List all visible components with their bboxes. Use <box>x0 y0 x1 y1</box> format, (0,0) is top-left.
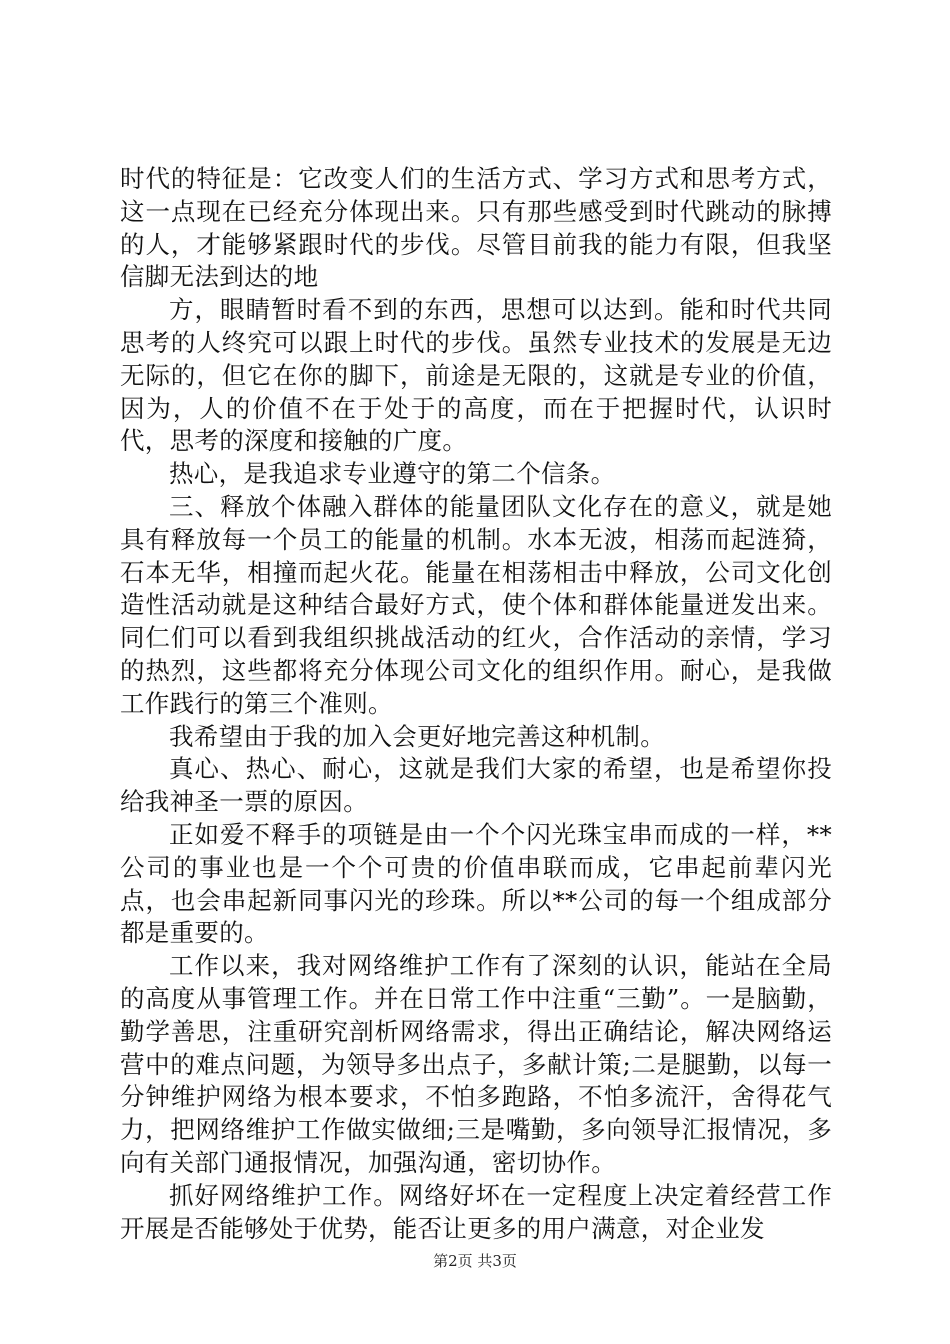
document-body <box>120 163 832 1245</box>
paragraph-4: 三、释放个体融入群体的能量团队文化存在的意义，就是她具有释放每一个员工的能量的机制。水本无波，相荡而起涟猗，石本无华，相撞而起火花。能量在相荡相击中释放，公司文化创造性活动就是这种结合最好方式，使个体和群体能量迸发出来。同仁们可以看到我组织挑战活动的红火，合作活动的亲情，学习的热烈，这些都将充分体现公司文化的组织作用。耐心，是我做工作践行的第三个准则。 <box>120 491 832 718</box>
paragraph-6: 真心、热心、耐心，这就是我们大家的希望，也是希望你投给我神圣一票的原因。 <box>120 754 832 817</box>
paragraph-1: 时代的特征是：它改变人们的生活方式、学习方式和思考方式，这一点现在已经充分体现出来。只有那些感受到时代跳动的脉搏的人，才能够紧跟时代的步伐。尽管目前我的能力有限，但我坚信脚无法到达的地 <box>120 164 832 292</box>
paragraph-5: 我希望由于我的加入会更好地完善这种机制。 <box>169 721 665 751</box>
paragraph-8: 工作以来，我对网络维护工作有了深刻的认识，能站在全局的高度从事管理工作。并在日常工作中注重“三勤”。一是脑勤，勤学善思，注重研究剖析网络需求，得出正确结论，解决网络运营中的难点问题，为领导多出点子，多献计策;二是腿勤，以每一分钟维护网络为根本要求，不怕多跑路，不怕多流汗，舍得花气力，把网络维护工作做实做细;三是嘴勤，多向领导汇报情况，多向有关部门通报情况，加强沟通，密切协作。 <box>120 951 832 1177</box>
paragraph-2: 方，眼睛暂时看不到的东西，思想可以达到。能和时代共同思考的人终究可以跟上时代的步伐。虽然专业技术的发展是无边无际的，但它在你的脚下，前途是无限的，这就是专业的价值，因为，人的价值不在于处于的高度，而在于把握时代，认识时代，思考的深度和接触的广度。 <box>120 295 832 456</box>
paragraph-3: 热心，是我追求专业遵守的第二个信条。 <box>169 459 616 489</box>
paragraph-9: 抓好网络维护工作。网络好坏在一定程度上决定着经营工作开展是否能够处于优势，能否让更多的用户满意，对企业发 <box>120 1180 832 1243</box>
page-number-footer: 第2页 共3页 <box>433 1252 517 1270</box>
paragraph-7: 正如爱不释手的项链是由一个个闪光珠宝串而成的一样，**公司的事业也是一个个可贵的价值串联而成，它串起前辈闪光点，也会串起新同事闪光的珍珠。所以**公司的每一个组成部分都是重要的。 <box>120 819 832 948</box>
